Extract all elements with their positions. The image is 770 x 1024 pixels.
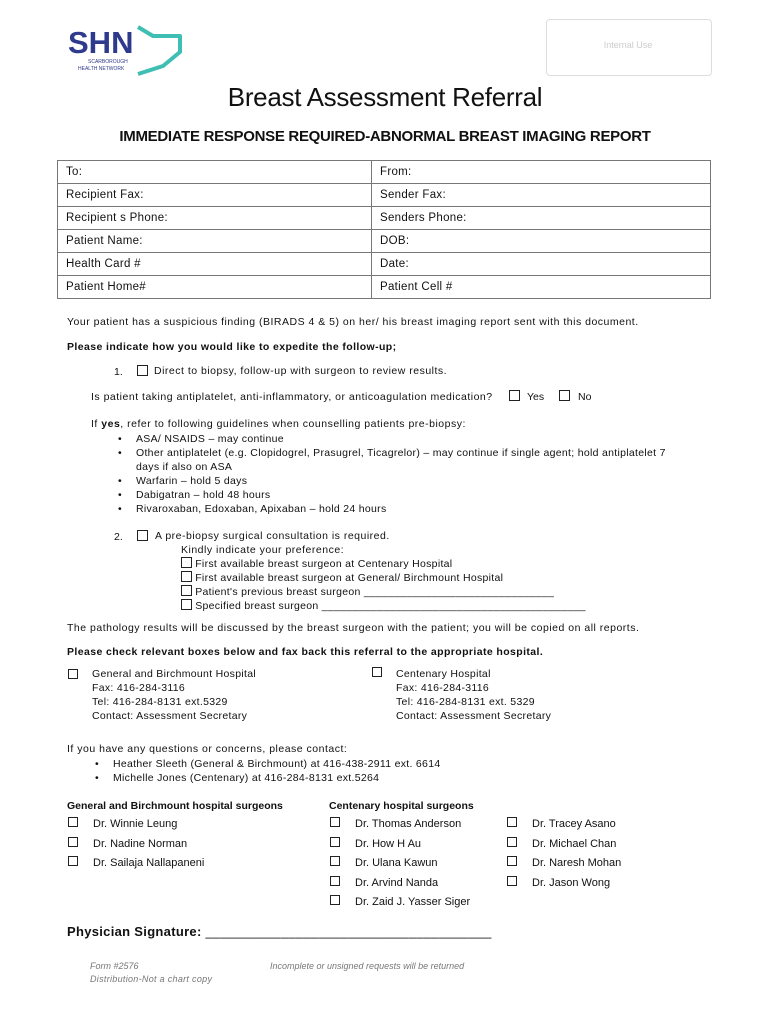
option-2-checkbox[interactable] (137, 530, 148, 541)
surgeon-checkbox[interactable] (507, 837, 517, 847)
logo-text: SHN (68, 25, 134, 60)
hospital-tel: Tel: 416-284-8131 ext.5329 (92, 696, 228, 708)
hospital-fax: Fax: 416-284-3116 (92, 682, 186, 694)
hospital-general (67, 667, 256, 723)
signature-label: Physician Signature: (67, 924, 202, 939)
surgeon-checkbox[interactable] (330, 817, 340, 827)
preference-checkbox[interactable] (181, 599, 192, 610)
table-row (58, 207, 711, 230)
dob-field[interactable]: DOB: (372, 230, 711, 253)
list-item[interactable]: Dr. Sailaja Nallapaneni (68, 854, 204, 874)
preference-checkbox[interactable] (181, 585, 192, 596)
hospital-centenary (371, 667, 551, 723)
list-item: • Heather Sleeth (General & Birchmount) at 416-438-2911 ext. 6614 (95, 757, 440, 771)
signature-line[interactable]: ______________________________________ (205, 924, 492, 939)
list-item: • Other antiplatelet (e.g. Clopidogrel, Prasugrel, Ticagrelor) – may continue if single agent; hold antiplatelet 7 days if also on ASA (118, 446, 688, 474)
from-field[interactable]: From: (372, 161, 711, 184)
hospital-tel: Tel: 416-284-8131 ext. 5329 (396, 696, 535, 708)
list-item: • Michelle Jones (Centenary) at 416-284-8131 ext.5264 (95, 771, 440, 785)
antiplatelet-yes-checkbox[interactable] (509, 390, 520, 401)
logo-subline-1: SCARBOROUGH (88, 59, 128, 65)
surgeon-checkbox[interactable] (330, 856, 340, 866)
hospital-contact: Contact: Assessment Secretary (396, 710, 552, 722)
list-item: • Warfarin – hold 5 days (118, 474, 688, 488)
antiplatelet-no-label: No (578, 391, 592, 403)
footer-note: Incomplete or unsigned requests will be returned (270, 961, 465, 971)
list-item[interactable]: Dr. Thomas Anderson (330, 815, 470, 835)
list-item[interactable]: Dr. Nadine Norman (68, 835, 204, 855)
antiplatelet-yes-label: Yes (527, 391, 545, 403)
surgeon-checkbox[interactable] (330, 895, 340, 905)
surgeon-checkbox[interactable] (507, 876, 517, 886)
if-yes-guidance: If yes, refer to following guidelines when counselling patients pre-biopsy: (91, 418, 466, 430)
surgeon-checkbox[interactable] (68, 837, 78, 847)
option-1-text: Direct to biopsy, follow-up with surgeon to review results. (154, 365, 448, 377)
health-card-field[interactable]: Health Card # (58, 253, 372, 276)
hospital-centenary-checkbox[interactable] (372, 667, 382, 677)
form-number: Form #2576 (90, 961, 139, 971)
table-row (58, 253, 711, 276)
preference-checkbox[interactable] (181, 571, 192, 582)
surgeon-checkbox[interactable] (330, 837, 340, 847)
antiplatelet-question: Is patient taking antiplatelet, anti-inflammatory, or anticoagulation medication? (91, 391, 493, 403)
internal-use-label: Internal Use (603, 40, 653, 50)
preference-choices (181, 557, 586, 613)
sender-phone-field[interactable]: Senders Phone: (372, 207, 711, 230)
surgeon-checkbox[interactable] (507, 817, 517, 827)
hospital-fax: Fax: 416-284-3116 (396, 682, 490, 694)
patient-cell-field[interactable]: Patient Cell # (372, 276, 711, 299)
hospital-contact: Contact: Assessment Secretary (92, 710, 248, 722)
general-surgeon-list (68, 815, 204, 874)
list-item[interactable]: Dr. Michael Chan (507, 835, 621, 855)
pathology-note: The pathology results will be discussed by the breast surgeon with the patient; you will be copied on all reports. (67, 622, 640, 634)
surgeon-checkbox[interactable] (330, 876, 340, 886)
patient-name-field[interactable]: Patient Name: (58, 230, 372, 253)
centenary-surgeons-heading: Centenary hospital surgeons (329, 800, 474, 812)
patient-home-field[interactable]: Patient Home# (58, 276, 372, 299)
table-row (58, 161, 711, 184)
guideline-list (118, 432, 688, 516)
date-field[interactable]: Date: (372, 253, 711, 276)
general-surgeons-heading: General and Birchmount hospital surgeons (67, 800, 283, 812)
intro-text: Your patient has a suspicious finding (BIRADS 4 & 5) on her/ his breast imaging report sent with this document. (67, 316, 639, 328)
centenary-surgeon-list-2 (507, 815, 621, 893)
list-item[interactable]: Dr. Jason Wong (507, 874, 621, 894)
antiplatelet-no-checkbox[interactable] (559, 390, 570, 401)
recipient-fax-field[interactable]: Recipient Fax: (58, 184, 372, 207)
physician-signature[interactable] (67, 924, 492, 939)
distribution-note: Distribution-Not a chart copy (90, 974, 213, 984)
table-row (58, 230, 711, 253)
list-item[interactable]: Dr. Naresh Mohan (507, 854, 621, 874)
option-2-text: A pre-biopsy surgical consultation is required. (155, 530, 390, 542)
contact-list (95, 757, 440, 785)
surgeon-checkbox[interactable] (68, 856, 78, 866)
check-instruction: Please check relevant boxes below and fax back this referral to the appropriate hospital. (67, 646, 544, 658)
preference-checkbox[interactable] (181, 557, 192, 568)
list-item[interactable]: Dr. Ulana Kawun (330, 854, 470, 874)
hospital-name: Centenary Hospital (396, 668, 491, 680)
list-item: • Dabigatran – hold 48 hours (118, 488, 688, 502)
list-item[interactable]: Dr. Tracey Asano (507, 815, 621, 835)
list-item[interactable]: Dr. Winnie Leung (68, 815, 204, 835)
preference-choice[interactable]: First available breast surgeon at General/ Birchmount Hospital (181, 571, 586, 585)
option-1-number: 1. (114, 366, 123, 378)
hospital-general-checkbox[interactable] (68, 669, 78, 679)
table-row (58, 184, 711, 207)
shn-logo (68, 22, 183, 80)
preference-label: Kindly indicate your preference: (181, 544, 345, 556)
preference-choice[interactable]: Specified breast surgeon ___________________________________________ (181, 599, 586, 613)
list-item[interactable]: Dr. Zaid J. Yasser Siger (330, 893, 470, 913)
preference-choice[interactable]: First available breast surgeon at Centenary Hospital (181, 557, 586, 571)
centenary-surgeon-list-1 (330, 815, 470, 913)
page-subtitle: IMMEDIATE RESPONSE REQUIRED-ABNORMAL BREAST IMAGING REPORT (119, 128, 651, 145)
table-row (58, 276, 711, 299)
option-2-number: 2. (114, 531, 123, 543)
followup-instruction: Please indicate how you would like to expedite the follow-up; (67, 341, 397, 353)
surgeon-checkbox[interactable] (68, 817, 78, 827)
list-item: • ASA/ NSAIDS – may continue (118, 432, 688, 446)
logo-subline-2: HEALTH NETWORK (78, 66, 125, 72)
page-title: Breast Assessment Referral (227, 82, 543, 112)
surgeon-checkbox[interactable] (507, 856, 517, 866)
preference-choice[interactable]: Patient's previous breast surgeon _______________________________ (181, 585, 586, 599)
list-item[interactable]: Dr. How H Au (330, 835, 470, 855)
list-item[interactable]: Dr. Arvind Nanda (330, 874, 470, 894)
questions-text: If you have any questions or concerns, please contact: (67, 743, 348, 755)
referral-info-table (57, 160, 711, 299)
sender-fax-field[interactable]: Sender Fax: (372, 184, 711, 207)
option-1-checkbox[interactable] (137, 365, 148, 376)
recipient-phone-field[interactable]: Recipient s Phone: (58, 207, 372, 230)
to-field[interactable]: To: (58, 161, 372, 184)
list-item: • Rivaroxaban, Edoxaban, Apixaban – hold 24 hours (118, 502, 688, 516)
hospital-name: General and Birchmount Hospital (92, 668, 256, 680)
